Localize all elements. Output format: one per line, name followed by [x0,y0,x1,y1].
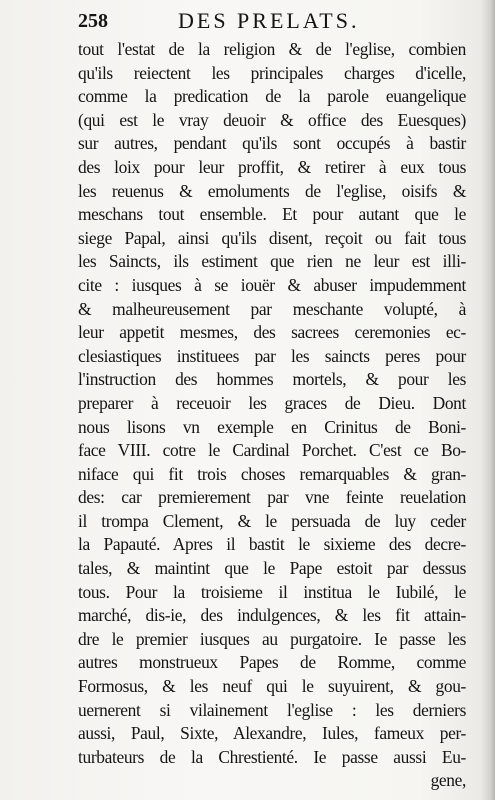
text-line: cite : iusques à se iouër & abuser impudemment [78,274,466,295]
text-line: l'instruction des hommes mortels, & pour les [78,369,466,390]
text-line: il trompa Clement, & le persuada de luy ceder [78,510,466,531]
text-line: siege Papal, ainsi qu'ils disent, reçoit ou fait tous [78,227,466,248]
running-head: DES PRELATS. [178,8,360,33]
text-line: les Saincts, ils estiment que rien ne leur est illi- [78,251,466,272]
text-line: des loix pour leur proffit, & retirer à eux tous [78,156,466,177]
text-line: des: car premierement par vne feinte reuelation [78,487,466,508]
text-line: niface qui fit trois choses remarquables & gran- [78,463,466,484]
text-line: & malheureusement par meschante volupté, à [78,298,466,319]
text-line: comme la predication de la parole euangelique [78,86,466,107]
body-text [78,38,466,793]
text-line: face VIII. cotre le Cardinal Porchet. C'est ce Bo- [78,440,466,461]
text-line: tout l'estat de la religion & de l'eglise, combien [78,39,466,59]
page-number: 258 [78,10,108,32]
text-line: qu'ils reiectent les principales charges d'icelle, [78,62,466,83]
text-line: tales, & maintint que le Pape estoit par dessus [78,558,466,579]
page-edge-shadow [481,0,495,800]
page-header [78,8,468,38]
text-line: uernerent si vilainement l'eglise : les derniers [78,699,466,720]
text-line: sur autres, pendant qu'ils sont occupés à bastir [78,133,466,154]
text-line: marché, dis-ie, des indulgences, & les fit attain- [78,605,466,626]
catchword: gene, [430,770,466,791]
text-line: Formosus, & les neuf qui le suyuirent, & gou- [78,676,466,697]
text-line: autres monstrueux Papes de Romme, comme [78,652,466,673]
text-line: nous lisons vn exemple en Crinitus de Boni- [78,416,466,437]
text-line: leur appetit mesmes, des sacrees ceremonies ec- [78,322,466,343]
text-line: clesiastiques instituees par les saincts peres pour [78,345,466,366]
text-line: aussi, Paul, Sixte, Alexandre, Iules, fameux per- [78,723,466,744]
text-line: les reuenus & emoluments de l'eglise, oisifs & [78,180,466,201]
text-line: turbateurs de la Chrestienté. Ie passe aussi Eu- [78,746,466,767]
text-line: la Papauté. Apres il bastit le sixieme des decre- [78,534,466,555]
text-line: tous. Pour la troisieme il institua le Iubilé, le [78,581,466,602]
text-line: dre le premier iusques au purgatoire. Ie passe les [78,628,466,649]
text-line: meschans tout ensemble. Et pour autant que le [78,204,466,225]
text-line: (qui est le vray deuoir & office des Euesques) [78,109,466,130]
text-line: preparer à receuoir les graces de Dieu. Dont [78,392,466,413]
